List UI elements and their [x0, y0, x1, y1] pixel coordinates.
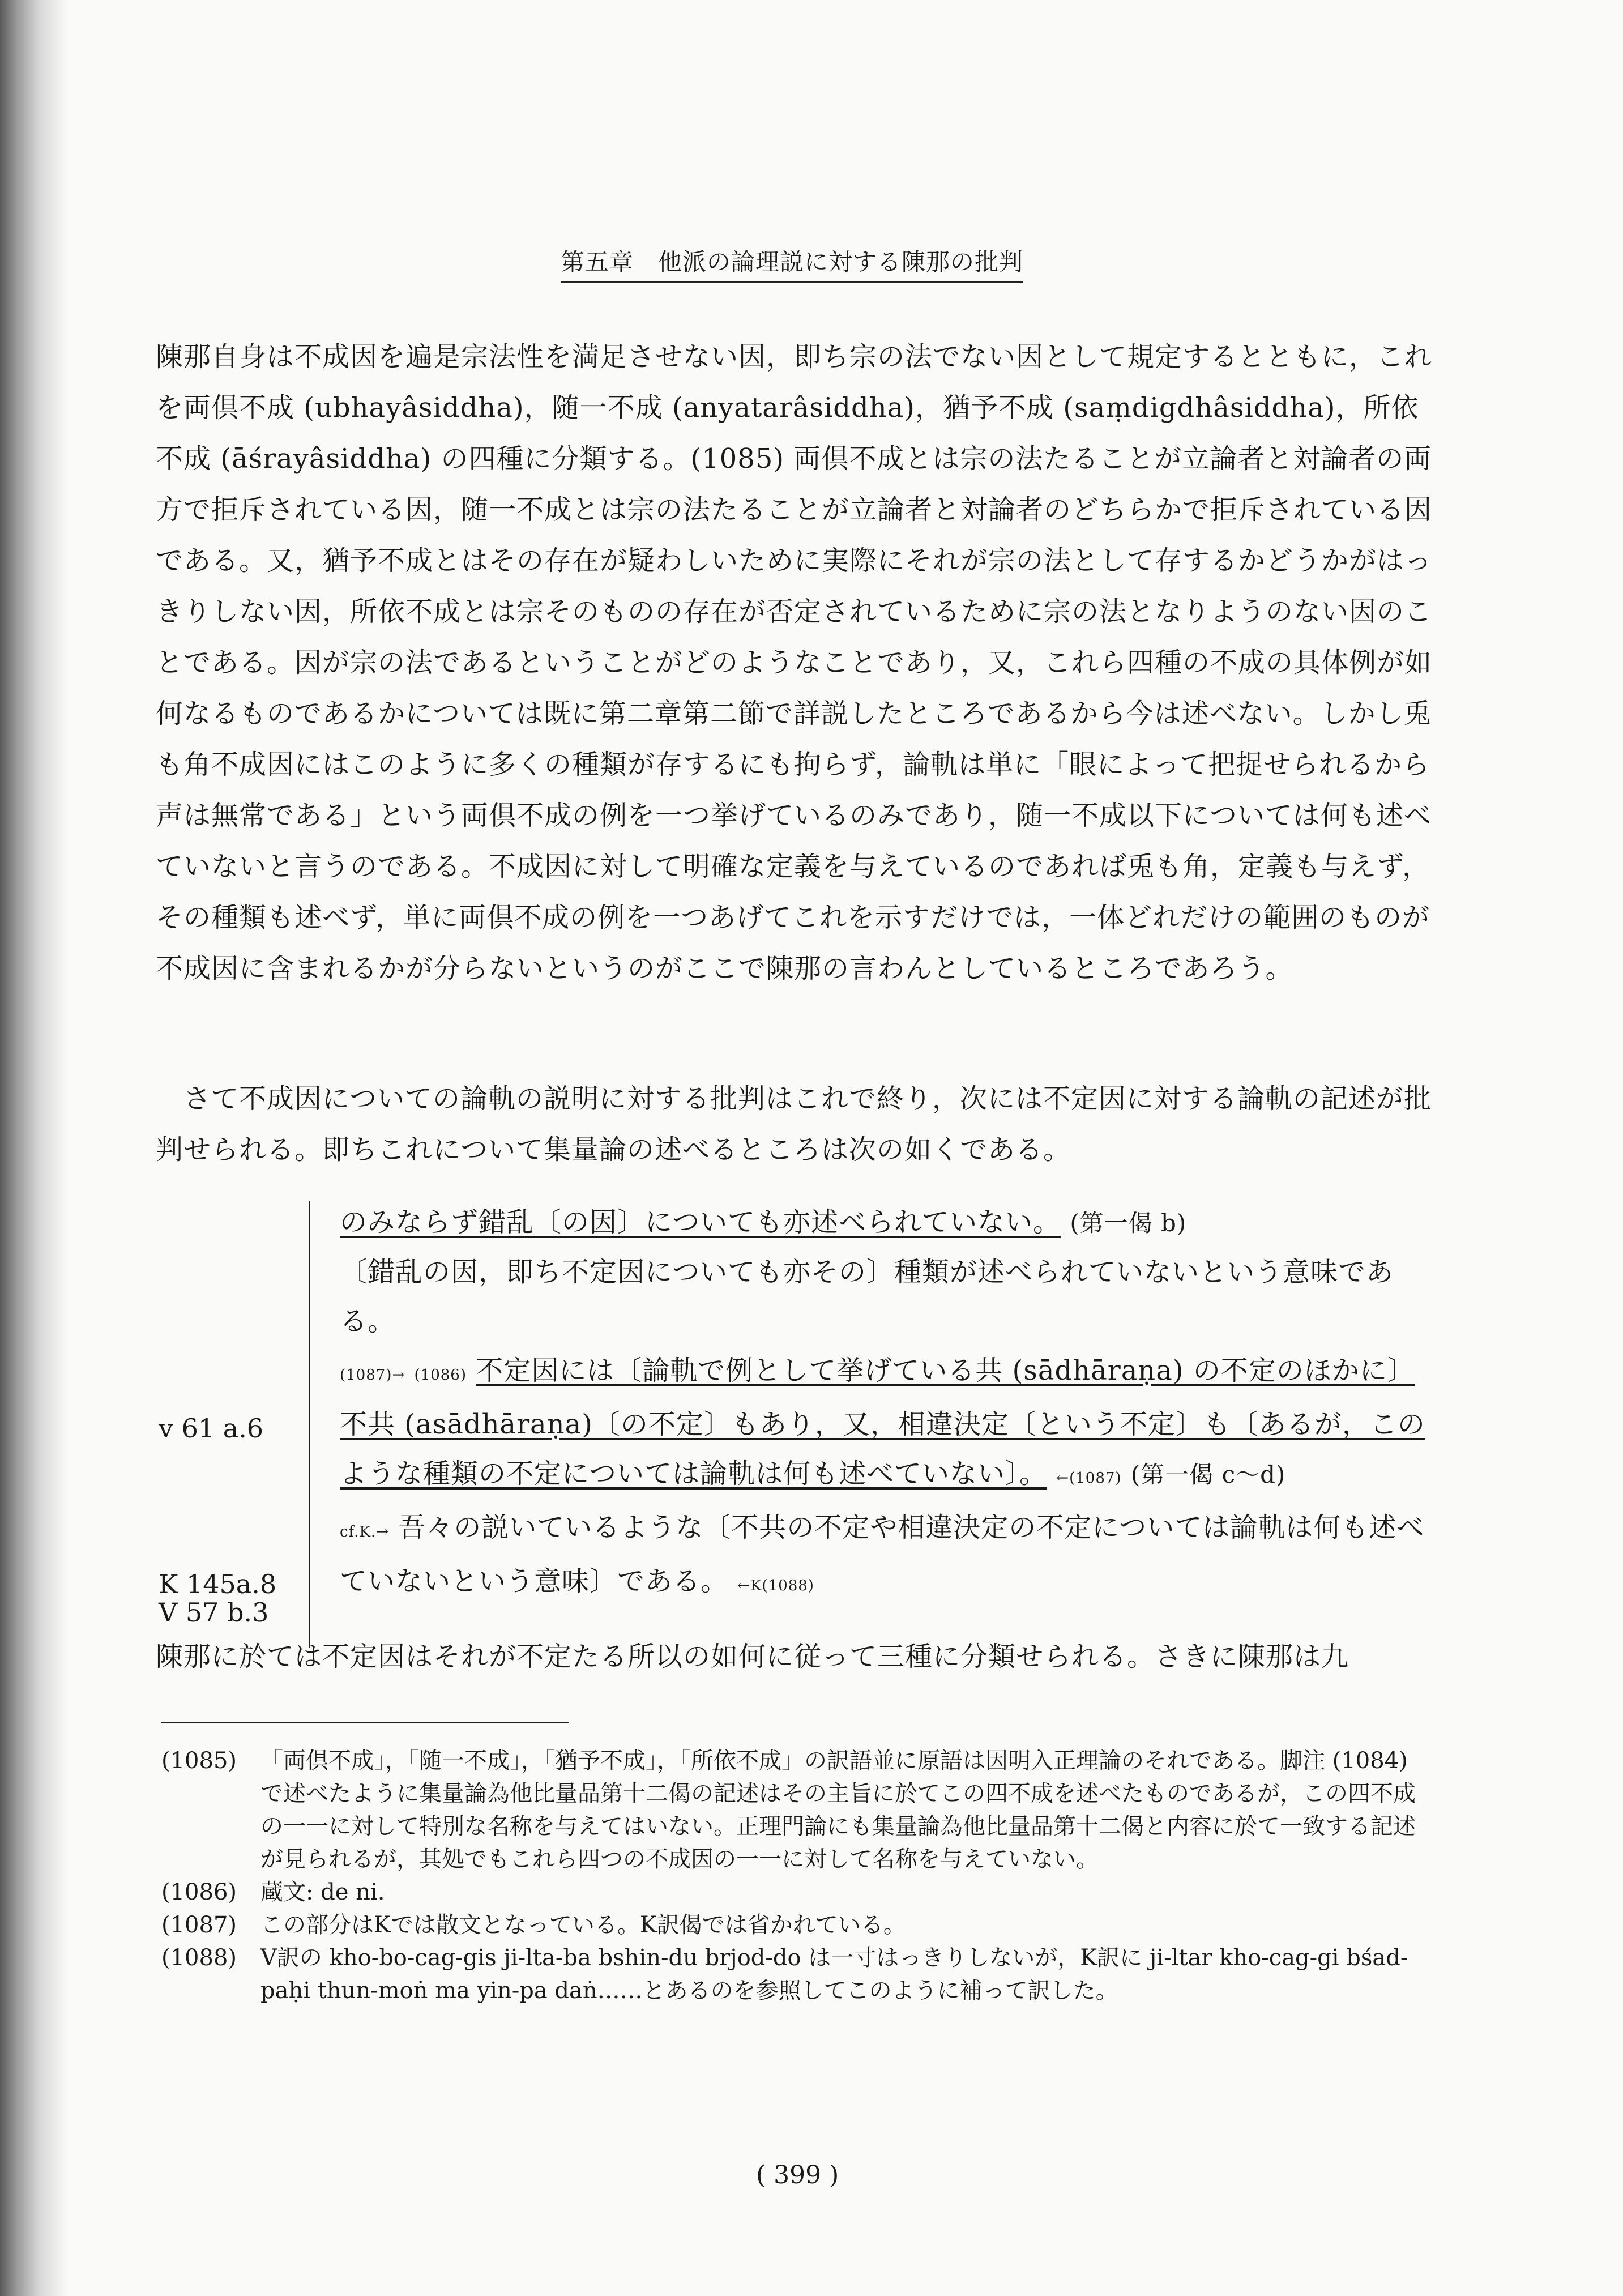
quote-bar [309, 1201, 310, 1648]
footnote-text: この部分はKでは散文となっている。K訳偈では省かれている。 [260, 1912, 906, 1938]
mark-1087a: (1087)→ [340, 1367, 405, 1384]
quote-commentary: 吾々の説いているような〔不共の不定や相違決定の不定については論軌は何も述べていないという意味〕である。 [340, 1512, 1425, 1597]
verse-b-ref: (第一偈 b) [1070, 1209, 1187, 1237]
page-number: ( 399 ) [756, 2161, 839, 2190]
mark-k1088: ←K(1088) [737, 1577, 814, 1594]
margin-ref-k145: K 145a.8 [159, 1569, 277, 1599]
verse-cd: 不定因には〔論軌で例として挙げている共 (sādhāraṇa) の不定のほかに〕不共 (asādhāraṇa)〔の不定〕もあり，又，相違決定〔という不定〕も〔あるが，このような種類の不定については論軌は何も述べていない〕。 [340, 1355, 1425, 1490]
quote-line-4 [340, 1503, 1436, 1611]
footnote-text: V訳の kho-bo-cag-gis ji-lta-ba bshin-du brjod-do は一寸はっきりしないが，K訳に ji-ltar kho-cag-gi bśad-paḥi thun-moṅ ma yin-pa daṅ……とあるのを参照してこのように補って訳した。 [260, 1945, 1408, 2004]
verse-quote [340, 1198, 1436, 1611]
paragraph-3: 陳那に於ては不定因はそれが不定たる所以の如何に従って三種に分類せられる。さきに陳那は九 [156, 1641, 1349, 1672]
footnote [161, 1909, 1436, 1941]
footnote-text: 「両倶不成」，「随一不成」，「猶予不成」，「所依不成」の訳語並に原語は因明入正理論のそれである。脚注 (1084) で述べたように集量論為他比量品第十二偈の記述はその主旨に於てこの四不成を述べたものであるが，この四不成の一一に対して特別な名称を与えてはいない。正理門論にも集量論為他比量品第十二偈と内容に於て一致する記述が見られるが，其処でもこれら四つの不成因の一一に対して名称を与えていない。 [260, 1748, 1416, 1872]
footnote-rule [161, 1722, 569, 1723]
margin-ref-v57: V 57 b.3 [159, 1597, 269, 1628]
mark-1087b: ←(1087) [1056, 1470, 1122, 1487]
footnote [161, 1876, 1436, 1909]
paragraph-2: さて不成因についての論軌の説明に対する批判はこれで終り，次には不定因に対する論軌の記述が批判せられる。即ちこれについて集量論の述べるところは次の如くである。 [156, 1083, 1432, 1166]
paragraph-1: 陳那自身は不成因を遍是宗法性を満足させない因，即ち宗の法でない因として規定するとともに，これを両倶不成 (ubhayâsiddha)，随一不成 (anyatarâsiddha)，猶予不成 (saṃdigdhâsiddha)，所依不成 (āśrayâsiddha) の四種に分類する。(1085) 両倶不成とは宗の法たることが立論者と対論者の両方で拒斥されている因，随一不成とは宗の法たることが立論者と対論者のどちらかで拒斥されている因である。又，猶予不成とはその存在が疑わしいために実際にそれが宗の法として存するかどうかがはっきりしない因，所依不成とは宗そのものの存在が否定されているために宗の法となりようのない因のことである。因が宗の法であるということがどのようなことであり，又，これら四種の不成の具体例が如何なるものであるかについては既に第二章第二節で詳説したところであるから今は述べない。しかし兎も角不成因にはこのように多くの種類が存するにも拘らず，論軌は単に「眼によって把捉せられるから声は無常である」という両倶不成の例を一つ挙げているのみであり，随一不成以下については何も述べていないと言うのである。不成因に対して明確な定義を与えているのであれば兎も角，定義も与えず，その種類も述べず，単に両倶不成の例を一つあげてこれを示すだけでは，一体どれだけの範囲のものが不成因に含まれるかが分らないというのがここで陳那の言わんとしているところであろう。 [156, 341, 1433, 984]
quote-line-2: 〔錯乱の因，即ち不定因についても亦その〕種類が述べられていないという意味である。 [340, 1256, 1394, 1337]
mark-1086: (1086) [414, 1367, 467, 1384]
chapter-header: 第五章 他派の論理説に対する陳那の批判 [561, 244, 1023, 283]
footnote-number: (1085) [161, 1748, 237, 1774]
scan-shadow [0, 0, 68, 2296]
footnotes [161, 1744, 1436, 2007]
footnote-number: (1088) [161, 1945, 237, 1971]
verse-b: のみならず錯乱〔の因〕についても亦述べられていない。 [340, 1206, 1061, 1238]
footnote-text: 蔵文: de ni. [260, 1879, 385, 1905]
footnote-number: (1087) [161, 1912, 237, 1938]
footnote-number: (1086) [161, 1879, 237, 1905]
footnote [161, 1941, 1436, 2007]
quote-line-3 [340, 1346, 1436, 1503]
verse-cd-ref: (第一偈 c〜d) [1130, 1461, 1286, 1488]
mark-cfk: cf.K.→ [340, 1523, 389, 1540]
margin-ref-v61: v 61 a.6 [159, 1413, 264, 1444]
quote-line-1 [340, 1198, 1436, 1248]
footnote [161, 1744, 1436, 1876]
